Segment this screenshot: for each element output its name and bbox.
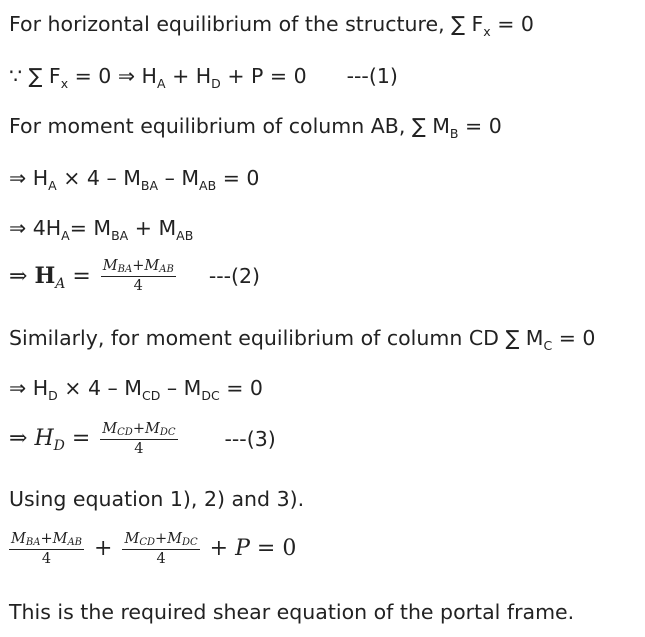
equation-tag-2: ---(2) [208,263,261,288]
equation-tag-3: ---(3) [224,426,276,451]
fraction-ab-terms: $\frac{\text{MBA+MAB}}{4}$ [11,531,83,567]
equation-line-3-hd-fraction: ⇒ $H_D$ = $\frac{\text{MCD+MDC}}{4}$ ---(3) [9,421,276,457]
equation-line-moment-cd: Similarly, for moment equilibrium of column CD ∑ $M_C = 0$ [9,326,596,353]
equation-line-shear-final: $\frac{\text{MBA+MAB}}{4}$ + $\frac{\text{MCD+MDC}}{4}$ + P = 0 [11,531,297,567]
equation-line-moment-ab-expanded: ⇒ $H_A \times 4 - M_{BA} - M_{AB} = 0$ [9,166,260,193]
equation-line-moment-ab: For moment equilibrium of column AB, ∑ $M_B = 0$ [9,114,502,141]
text-conclusion: This is the required shear equation of the portal frame. [9,600,575,624]
fraction-cd-terms: $\frac{\text{MCD+MDC}}{4}$ [124,531,198,567]
equation-line-horizontal-equilibrium: For horizontal equilibrium of the structure, ∑ $F_x = 0$ [9,12,534,39]
equation-line-2-ha-fraction: ⇒ $H_A$ = $\frac{\text{MBA+MAB}}{4}$ ---(2) [9,258,261,294]
equation-line-1: ∵ ∑ $F_x = 0$ ⇒ $H_A + H_D + P = 0$ ---(1) [9,64,398,91]
fraction-hd: $\frac{\text{MCD+MDC}}{4}$ [102,421,176,457]
equation-tag-1: ---(1) [346,64,398,88]
fraction-ha: $\frac{\text{MBA+MAB}}{4}$ [102,258,174,294]
text-using-equation: Using equation 1), 2) and 3). [9,487,305,511]
equation-line-4ha: ⇒ $4H_A= M_{BA} + M_{AB}$ [9,216,194,243]
equation-line-moment-cd-expanded: ⇒ $H_D \times 4 - M_{CD} - M_{DC} = 0$ [9,376,263,403]
